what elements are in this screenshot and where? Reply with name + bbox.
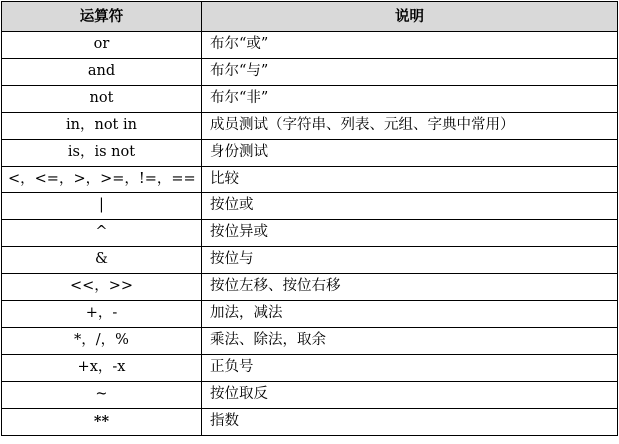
table-row	[2, 58, 618, 85]
description-cell: 按位取反	[202, 381, 618, 408]
description-cell: 按位左移、按位右移	[202, 274, 618, 301]
description-cell: 布尔“或”	[202, 32, 618, 59]
table-row	[2, 85, 618, 112]
table-row	[2, 220, 618, 247]
header-operator: 运算符	[2, 2, 202, 32]
table-row	[2, 301, 618, 328]
table-row	[2, 354, 618, 381]
description-cell: 按位与	[202, 247, 618, 274]
operator-cell: +，-	[2, 301, 202, 328]
operator-cell: not	[2, 85, 202, 112]
operator-cell: ~	[2, 381, 202, 408]
operator-cell: is，is not	[2, 139, 202, 166]
operator-cell: or	[2, 32, 202, 59]
header-description: 说明	[202, 2, 618, 32]
operator-cell: and	[2, 58, 202, 85]
table-row	[2, 247, 618, 274]
operator-cell: in，not in	[2, 112, 202, 139]
table-row	[2, 381, 618, 408]
description-cell: 布尔“非”	[202, 85, 618, 112]
description-cell: 正负号	[202, 354, 618, 381]
table-row	[2, 139, 618, 166]
description-cell: 身份测试	[202, 139, 618, 166]
table-row	[2, 327, 618, 354]
description-cell: 乘法、除法，取余	[202, 327, 618, 354]
table-header-row	[2, 2, 618, 32]
operator-table-container	[1, 1, 617, 436]
description-cell: 比较	[202, 166, 618, 193]
table-row	[2, 112, 618, 139]
table-row	[2, 193, 618, 220]
operator-cell: +x，-x	[2, 354, 202, 381]
description-cell: 成员测试（字符串、列表、元组、字典中常用）	[202, 112, 618, 139]
description-cell: 按位或	[202, 193, 618, 220]
operator-cell: *，/，%	[2, 327, 202, 354]
operator-table	[1, 1, 618, 436]
table-row	[2, 32, 618, 59]
operator-cell: **	[2, 408, 202, 435]
operator-cell: &	[2, 247, 202, 274]
description-cell: 按位异或	[202, 220, 618, 247]
table-row	[2, 408, 618, 435]
operator-cell: <<，>>	[2, 274, 202, 301]
table-row	[2, 166, 618, 193]
description-cell: 指数	[202, 408, 618, 435]
operator-cell: <，<=，>，>=，!=，==	[2, 166, 202, 193]
operator-cell: |	[2, 193, 202, 220]
description-cell: 加法，减法	[202, 301, 618, 328]
operator-cell: ^	[2, 220, 202, 247]
table-row	[2, 274, 618, 301]
description-cell: 布尔“与”	[202, 58, 618, 85]
